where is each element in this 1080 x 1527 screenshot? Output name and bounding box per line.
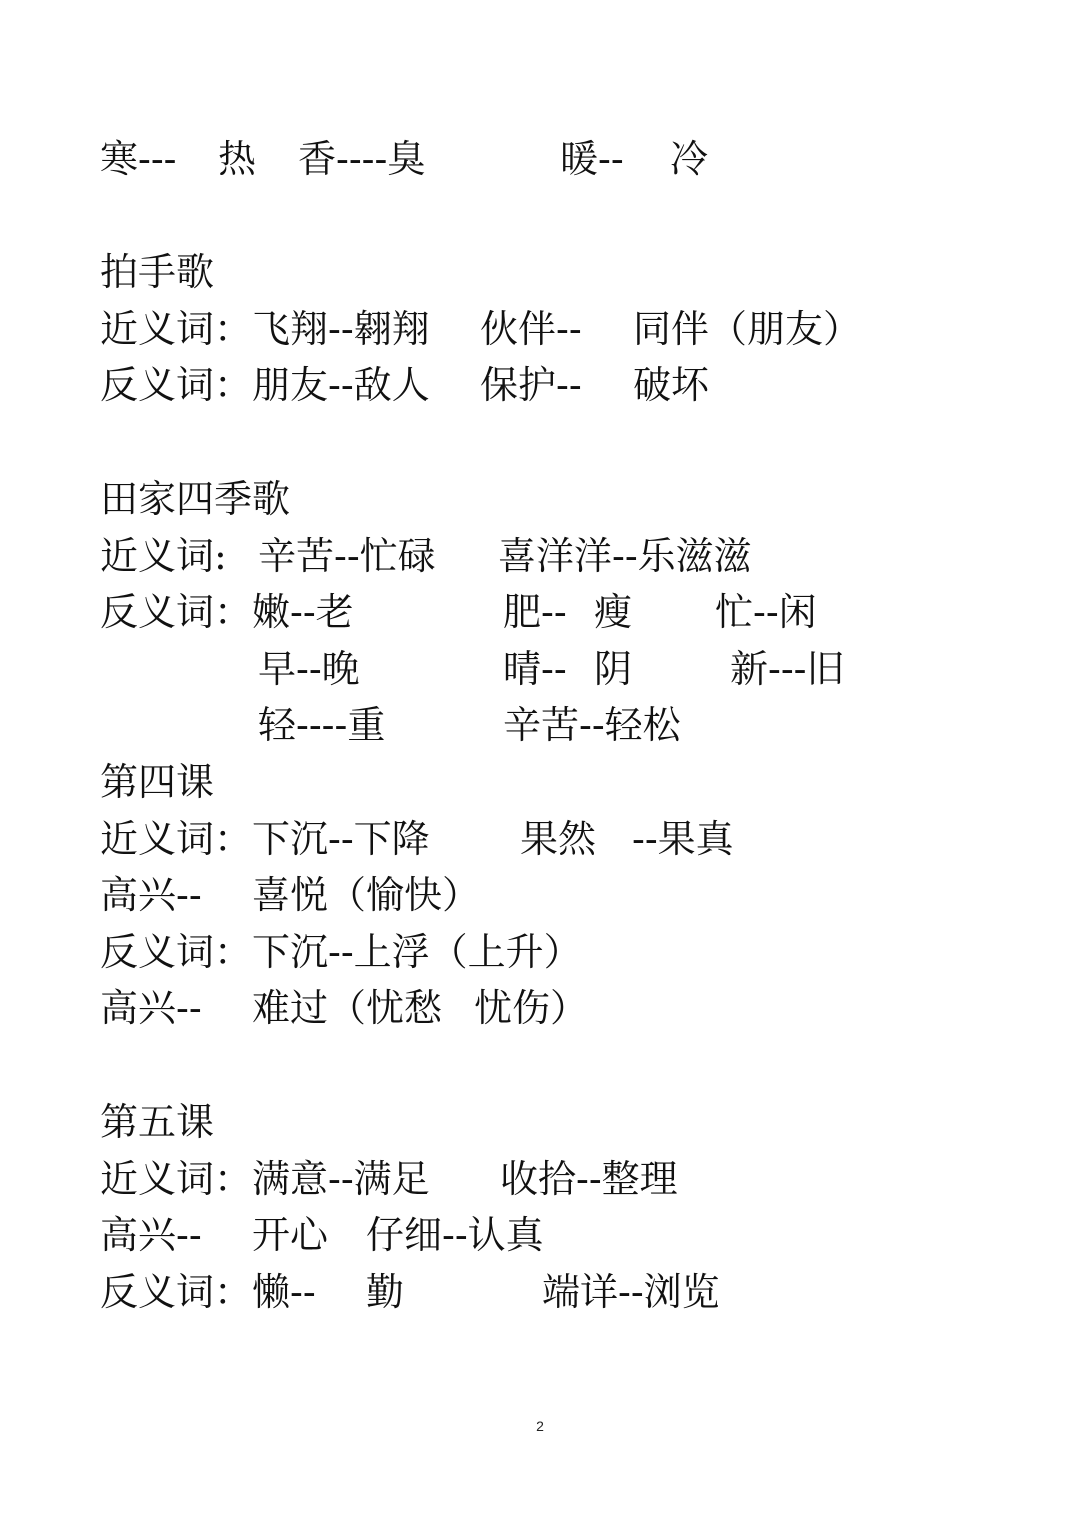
synonym-pair: 高兴-- (100, 873, 202, 917)
synonym-word: 同伴（朋友） (633, 307, 862, 351)
synonyms-label: 近义词: (100, 534, 227, 578)
antonym-pair: 辛苦--轻松 (503, 703, 681, 747)
antonym-word: 瘦 (594, 590, 633, 634)
synonym-word: 开心 (252, 1213, 329, 1257)
antonym-word: 阴 (594, 647, 633, 691)
synonyms-line: 近义词：下沉--下降 (100, 817, 430, 861)
antonym-pair: 忙--闲 (715, 590, 817, 634)
antonym-pair-nuan: 暖-- (560, 137, 624, 181)
antonyms-line: 反义词：朋友--敌人 (100, 363, 430, 407)
antonym-pair: 轻----重 (258, 703, 386, 747)
antonym-word: 破坏 (633, 363, 710, 407)
antonym-pair-han-re: 寒--- (100, 137, 177, 181)
synonym-pair: 收拾--整理 (500, 1157, 678, 1201)
antonym-pair: 早--晚 (258, 647, 360, 691)
antonym-pair: 新---旧 (730, 647, 845, 691)
section-title-lesson-5: 第五课 (100, 1100, 215, 1144)
synonym-pair: 辛苦--忙碌 (258, 534, 436, 578)
section-title-paishouge: 拍手歌 (100, 250, 215, 294)
section-title-lesson-4: 第四课 (100, 760, 215, 804)
antonym-pair: 端详--浏览 (542, 1270, 720, 1314)
antonym-word: 难过（忧愁 (252, 986, 443, 1030)
antonym-word-leng: 冷 (670, 137, 709, 181)
section-title-tianjiasijige: 田家四季歌 (100, 477, 291, 521)
antonym-pair: 高兴-- (100, 986, 202, 1030)
antonyms-line: 反义词：下沉--上浮（上升） (100, 930, 582, 974)
antonym-pair-xiang-chou: 香----臭 (298, 137, 426, 181)
synonym-word: 喜悦（愉快） (252, 873, 481, 917)
synonyms-line: 近义词：飞翔--翱翔 (100, 307, 430, 351)
antonyms-line: 反义词：懒-- (100, 1270, 316, 1314)
page-number: 2 (536, 1418, 544, 1434)
antonym-pair: 保护-- (480, 363, 582, 407)
antonym-word: 忧伤） (474, 986, 589, 1030)
synonym-pair: 喜洋洋--乐滋滋 (498, 534, 752, 578)
antonym-pair: 肥-- (503, 590, 567, 634)
synonym-pair: 仔细--认真 (366, 1213, 544, 1257)
antonym-word: 勤 (366, 1270, 405, 1314)
synonym-word: --果真 (632, 817, 734, 861)
synonyms-line: 近义词：满意--满足 (100, 1157, 430, 1201)
synonym-word: 果然 (520, 817, 597, 861)
antonym-pair: 晴-- (503, 647, 567, 691)
antonym-word-re: 热 (218, 137, 257, 181)
synonym-pair: 伙伴-- (480, 307, 582, 351)
synonym-pair: 高兴-- (100, 1213, 202, 1257)
antonyms-line: 反义词：嫩--老 (100, 590, 354, 634)
